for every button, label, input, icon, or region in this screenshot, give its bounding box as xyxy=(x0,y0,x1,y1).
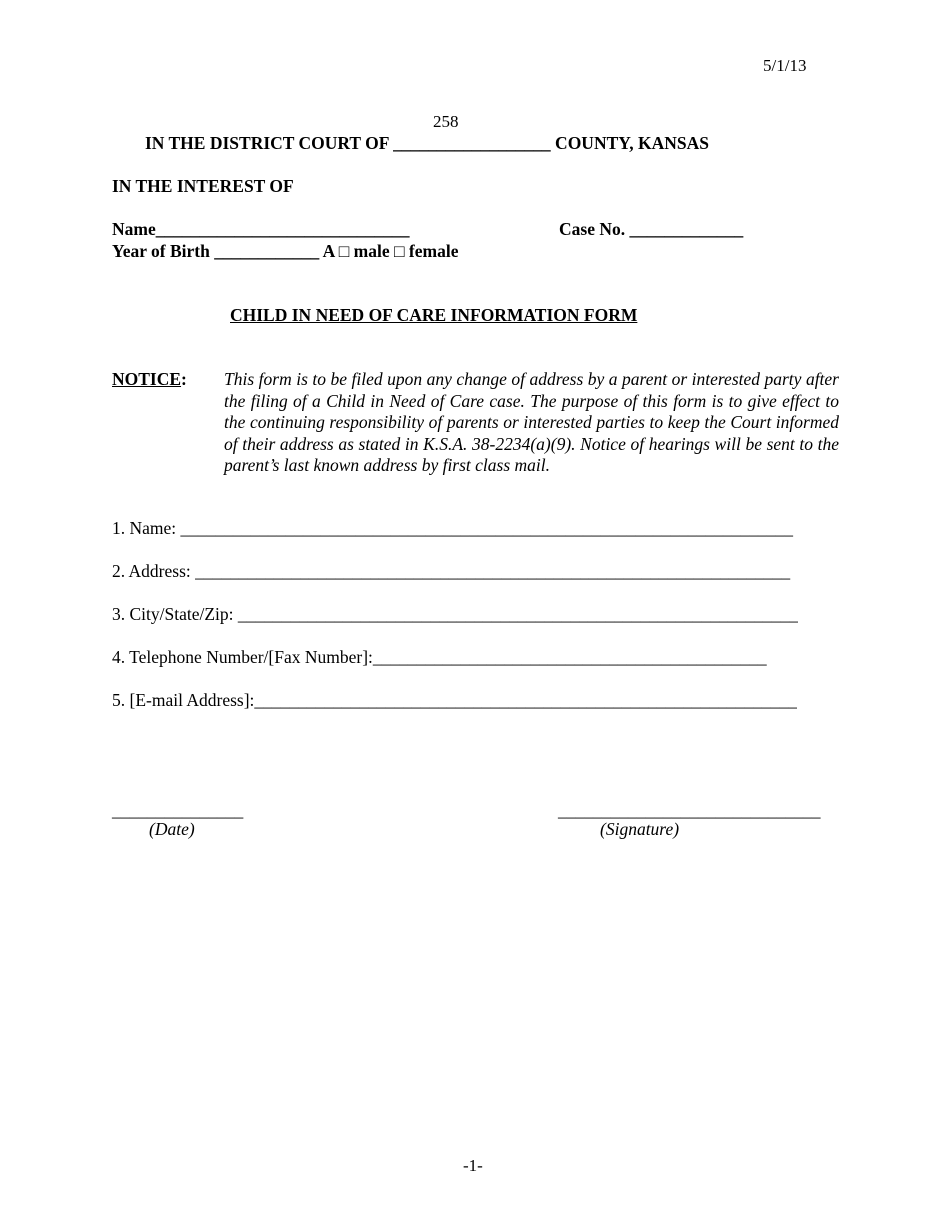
date-caption: (Date) xyxy=(149,819,195,839)
notice-text: This form is to be filed upon any change of address by a parent or interested party after the filing of a Child in Need of Care case. The purpose of this form is to give effect to the continuing responsibility of parents or interested parties to keep the Court informed of their address as stated in K.S.A. 38-2234(a)(9). Notice of hearings will be sent to the parent’s last known address by first class mail. xyxy=(224,369,839,475)
interest-of-heading: IN THE INTEREST OF xyxy=(112,176,294,196)
court-heading: IN THE DISTRICT COURT OF __________________ COUNTY, KANSAS xyxy=(145,133,710,153)
signature-caption: (Signature) xyxy=(600,819,680,839)
signature-line: ______________________________ xyxy=(558,800,821,820)
date-line: _______________ xyxy=(112,800,244,820)
email-field: 5. [E-mail Address]:______________________________________________________________ xyxy=(112,690,797,710)
child-name-field: Name_____________________________ xyxy=(112,219,410,239)
revision-date: 5/1/13 xyxy=(763,56,807,75)
page-number: -1- xyxy=(463,1156,483,1175)
form-title: CHILD IN NEED OF CARE INFORMATION FORM xyxy=(230,305,638,325)
form-number: 258 xyxy=(433,112,459,131)
notice-label-text: NOTICE xyxy=(112,369,182,389)
notice-label xyxy=(112,369,187,390)
name-field: 1. Name: ______________________________________________________________________ xyxy=(112,518,794,538)
notice-label-colon: : xyxy=(181,369,187,389)
year-of-birth-gender-field: Year of Birth ____________ A □ male □ female xyxy=(112,241,459,261)
city-state-zip-field: 3. City/State/Zip: ________________________________________________________________ xyxy=(112,604,798,624)
case-number-field: Case No. _____________ xyxy=(559,219,744,239)
telephone-fax-field: 4. Telephone Number/[Fax Number]:_____________________________________________ xyxy=(112,647,767,667)
address-field: 2. Address: ____________________________________________________________________ xyxy=(112,561,791,581)
